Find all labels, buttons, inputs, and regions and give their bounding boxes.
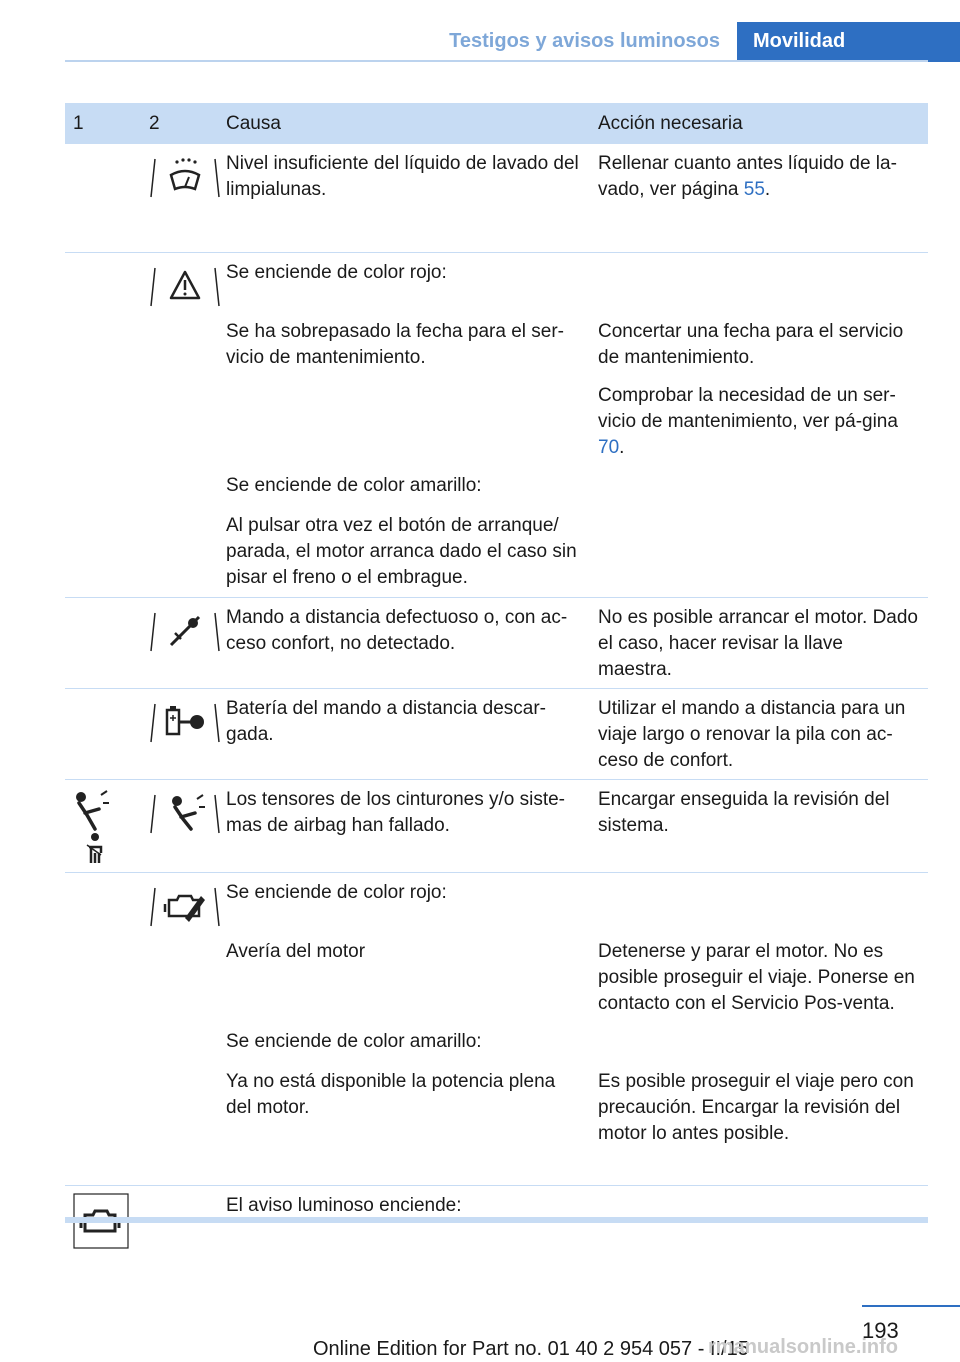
page-number-rule <box>862 1305 960 1307</box>
key-battery-icon <box>149 698 221 752</box>
watermark: rmanualsonline.info <box>708 1336 899 1358</box>
header-rule <box>65 60 928 62</box>
cause-cell: Ya no está disponible la potencia plena del motor. <box>226 1071 556 1118</box>
cause-cell: Al pulsar otra vez el botón de arranque/ parada, el motor arranca dado el caso sin pisar el freno o el embrague. <box>226 515 577 588</box>
table-row-engine-light <box>65 1186 928 1260</box>
table-row-key-battery <box>65 689 928 780</box>
engine-check-icon <box>149 882 221 936</box>
warning-triangle-icon <box>149 262 221 316</box>
table-row-engine <box>65 873 928 1186</box>
warning-lights-table <box>65 103 928 1260</box>
windshield-washer-icon <box>149 153 221 207</box>
col-header-2: 2 <box>149 112 160 134</box>
action-cell: No es posible arrancar el motor. Dado el caso, hacer revisar la llave maestra. <box>598 607 918 680</box>
airbag-icon <box>73 789 113 865</box>
cause-cell: Avería del motor <box>226 941 366 962</box>
running-header-section: Testigos y avisos luminosos <box>449 30 720 52</box>
col-header-cause: Causa <box>226 112 281 134</box>
table-end-rule <box>65 1217 928 1223</box>
col-header-1: 1 <box>73 112 84 134</box>
action-cell: Utilizar el mando a distancia para un viaje largo o renovar la pila con ac-ceso de confort. <box>598 698 906 771</box>
table-row-washer <box>65 144 928 253</box>
cause-cell: El aviso luminoso enciende: <box>226 1195 462 1216</box>
page-number: 193 <box>862 1318 899 1343</box>
page-link[interactable]: 55 <box>743 179 765 200</box>
cause-cell: Mando a distancia defectuoso o, con ac-ceso confort, no detectado. <box>226 607 568 654</box>
action-cell: Concertar una fecha para el servicio de mantenimiento. Comprobar la necesidad de un ser-vicio de mantenimiento, ver pá-gina 70. <box>598 321 904 458</box>
table-row-service <box>65 253 928 598</box>
color-heading-yellow: Se enciende de color amarillo: <box>226 1031 482 1052</box>
color-heading-yellow: Se enciende de color amarillo: <box>226 475 482 496</box>
action-cell: Detenerse y parar el motor. No es posible proseguir el viaje. Ponerse en contacto con el Servicio Pos-venta. <box>598 941 915 1014</box>
table-row-airbag <box>65 780 928 873</box>
table-row-key-fault <box>65 598 928 689</box>
action-cell: Rellenar cuanto antes líquido de la-vado, ver página 55. <box>598 153 897 200</box>
cause-cell: Batería del mando a distancia descar-gada. <box>226 698 547 745</box>
key-crossed-icon <box>149 607 221 661</box>
color-heading-red: Se enciende de color rojo: <box>226 262 447 283</box>
col-header-action: Acción necesaria <box>598 112 743 134</box>
table-header <box>65 103 928 144</box>
cause-cell: Los tensores de los cinturones y/o siste-mas de airbag han fallado. <box>226 789 566 836</box>
cause-cell: Se ha sobrepasado la fecha para el ser-vicio de mantenimiento. <box>226 321 564 368</box>
running-header-chapter: Movilidad <box>737 22 960 62</box>
cause-cell: Nivel insuficiente del líquido de lavado del limpialunas. <box>226 153 579 200</box>
color-heading-red: Se enciende de color rojo: <box>226 882 447 903</box>
edition-footer: Online Edition for Part no. 01 40 2 954 057 - II/15 <box>313 1338 749 1360</box>
action-cell: Encargar enseguida la revisión del sistema. <box>598 789 890 836</box>
page-link[interactable]: 70 <box>598 437 620 458</box>
action-cell: Es posible proseguir el viaje pero con precaución. Encargar la revisión del motor lo antes posible. <box>598 1071 914 1144</box>
airbag-icon <box>149 789 221 843</box>
